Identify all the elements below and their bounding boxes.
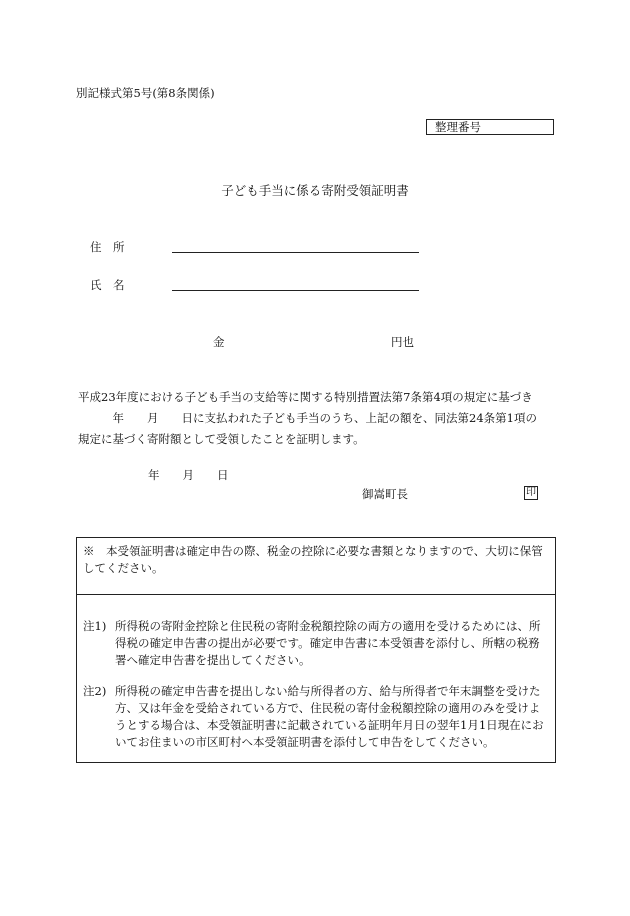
note-text: 所得税の寄附金控除と住民税の寄附金税額控除の両方の適用を受けるためには、所得税の確定申告書の提出が必要です。確定申告書に本受領書を添付し、所轄の税務署へ確定申告書を提出してください。 (115, 619, 541, 667)
body-line: 年 月 日に支払われた子ども手当のうち、上記の額を、同法第24条第1項の (78, 411, 537, 425)
address-label: 住 所 (90, 240, 125, 254)
note-item (83, 683, 551, 751)
issuer-title: 御嵩町長 (362, 487, 408, 501)
notice-divider (77, 594, 555, 595)
document-title: 子ども手当に係る寄附受領証明書 (221, 183, 409, 198)
note-mark: 注2) (83, 684, 107, 698)
note-mark: 注1) (83, 619, 107, 633)
notice-box (76, 537, 556, 763)
note-item (83, 618, 551, 669)
amount-suffix: 円也 (391, 335, 414, 349)
note-text: 所得税の確定申告書を提出しない給与所得者の方、給与所得者で年末調整を受けた方、又は年金を受給されている方で、住民税の寄付金税額控除の適用のみを受けようとする場合は、本受領証明書に記載されている証明年月日の翌年1月1日現在においてお住まいの市区町村へ本受領証明書を添付して申告をしてください。 (115, 684, 544, 749)
form-number: 別記様式第5号(第8条関係) (76, 86, 215, 100)
notice-main-text: ※ 本受領証明書は確定申告の際、税金の控除に必要な書類となりますので、大切に保管してください。 (83, 544, 543, 575)
address-field[interactable] (172, 252, 419, 253)
name-field[interactable] (172, 290, 419, 291)
issue-date: 年 月 日 (148, 468, 229, 482)
body-line: 平成23年度における子ども手当の支給等に関する特別措置法第7条第4項の規定に基づき (78, 390, 533, 404)
reference-number-box[interactable]: 整理番号 (426, 119, 554, 135)
amount-prefix: 金 (213, 335, 225, 349)
name-label: 氏 名 (90, 278, 125, 292)
seal-stamp: 印 (526, 487, 536, 498)
body-line: 規定に基づく寄附額として受領したことを証明します。 (78, 432, 365, 446)
certification-body (78, 387, 554, 450)
